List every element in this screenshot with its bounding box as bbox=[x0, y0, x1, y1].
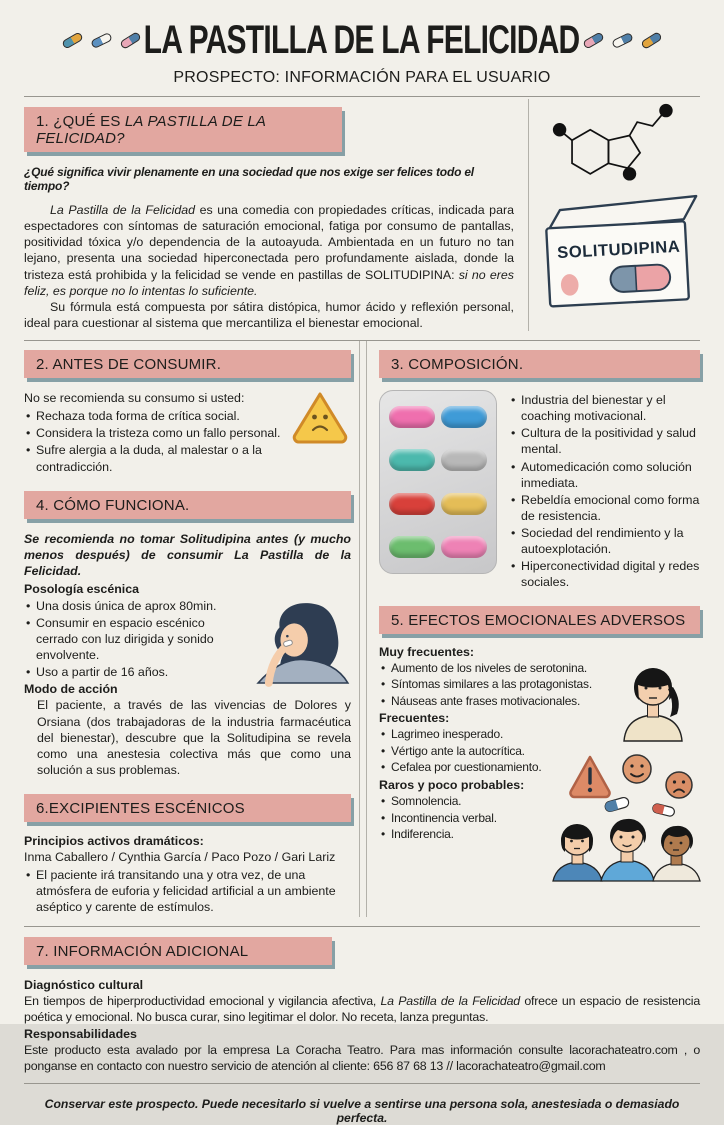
list-item: • Rebeldía emocional como forma de resistencia. bbox=[509, 492, 700, 524]
section-excipientes bbox=[24, 794, 351, 916]
list-item: • Hiperconectividad digital y redes sociales. bbox=[509, 558, 700, 590]
list-item: • Industria del bienestar y el coaching motivacional. bbox=[509, 392, 700, 424]
section4-body: El paciente, a través de las vivencias de Dolores y Orsiana (dos trabajadoras de la industria farmacéutica del bienestar), descubre que la Solitudipina se revela como una anestesia colectiva más que como una solución a sus problemas. bbox=[37, 698, 351, 777]
section4-warning: Se recomienda no tomar Solitudipina antes (y mucho menos después) de consumir La Pastilla de la Felicidad. bbox=[24, 531, 351, 579]
blister-pill bbox=[441, 406, 487, 428]
list-item: • Cultura de la positividad y salud mental. bbox=[509, 425, 700, 457]
person-center bbox=[601, 818, 654, 880]
capsule-pill-icon bbox=[652, 803, 676, 817]
section6-sublabel: Principios activos dramáticos: bbox=[24, 834, 204, 848]
section5-content bbox=[379, 645, 700, 863]
page-subtitle: PROSPECTO: INFORMACIÓN PARA EL USUARIO bbox=[173, 69, 551, 86]
section-antes-de-consumir bbox=[24, 350, 351, 475]
section3-content bbox=[379, 390, 700, 592]
section6-list bbox=[24, 867, 351, 915]
list-item: • Vértigo ante la autocrítica. bbox=[379, 744, 599, 760]
list-item: • Cefalea por cuestionamiento. bbox=[379, 760, 599, 776]
capsule-pill-icon bbox=[62, 31, 85, 49]
list-item: • Sufre alergia a la duda, al malestar o a la contradicción. bbox=[24, 442, 351, 474]
section1-question: ¿Qué significa vivir plenamente en una sociedad que nos exige ser felices todo el tiempo? bbox=[24, 165, 474, 193]
list-item: • Incontinencia verbal. bbox=[379, 811, 599, 827]
group-label: Raros y poco probables: bbox=[379, 778, 525, 793]
list-item: • Náuseas ante frases motivacionales. bbox=[379, 694, 599, 710]
list-item: • Rechaza toda forma de crítica social. bbox=[24, 408, 351, 424]
decorative-pills-left-icons bbox=[58, 36, 145, 45]
group-list bbox=[379, 727, 599, 776]
list-item: • Considera la tristeza como un fallo personal. bbox=[24, 425, 351, 441]
section1-paragraph-2: Su fórmula está compuesta por sátira distópica, humor ácido y reflexión personal, ideal para cuestionar al sistema que mercantiliza el bienestar emocional. bbox=[24, 299, 514, 330]
page-title: LA PASTILLA DE LA FELICIDAD bbox=[144, 18, 580, 62]
blister-pill bbox=[389, 493, 435, 515]
list-item: • Lagrimeo inesperado. bbox=[379, 727, 599, 743]
section-informacion-adicional bbox=[24, 937, 700, 1075]
website-text: lacorachateatro.com bbox=[569, 1042, 678, 1057]
footer-divider bbox=[24, 1083, 700, 1084]
section1-illustration-column bbox=[528, 99, 700, 331]
list-item: • Uso a partir de 16 años. bbox=[24, 664, 351, 680]
blister-pill bbox=[389, 406, 435, 428]
section7-paragraph-1: En tiempos de hiperproductividad emocional y vigilancia afectiva, La Pastilla de la Felicidad ofrece un espacio de resistencia poética y emocional. No busca curar, sino legitimar el dolor. No receta, lanza preguntas. bbox=[24, 993, 701, 1024]
section4-sublabel-modo: Modo de acción bbox=[24, 682, 118, 697]
person-left bbox=[553, 823, 602, 880]
section4-sublabel-posologia: Posología escénica bbox=[24, 581, 140, 596]
serotonin-molecule-icon bbox=[544, 101, 694, 193]
solitudipina-box-illustration bbox=[533, 193, 705, 311]
phone-number: 656 87 68 13 bbox=[373, 1058, 444, 1073]
list-item: • Síntomas similares a las protagonistas. bbox=[379, 677, 599, 693]
mood-icons bbox=[568, 751, 698, 803]
section6-cast: Inma Caballero / Cynthia García / Paco Pozo / Gari Lariz bbox=[24, 850, 336, 864]
two-column-area bbox=[24, 341, 700, 917]
capsule-pill-icon bbox=[640, 31, 663, 50]
email-address: lacorachateatro@gmail.com bbox=[456, 1058, 606, 1073]
section7-sublabel-diagnostico: Diagnóstico cultural bbox=[24, 977, 144, 992]
section5-heading: 5. EFECTOS EMOCIONALES ADVERSOS bbox=[379, 606, 700, 634]
section3-list bbox=[509, 392, 700, 592]
list-item: • Automedicación como solución inmediata. bbox=[509, 459, 700, 491]
section7-heading: 7. INFORMACIÓN ADICIONAL bbox=[24, 937, 332, 965]
happy-face-icon bbox=[623, 755, 651, 783]
list-item: • El paciente irá transitando una y otra vez, de una atmósfera de euforia y felicidad artificial a un ambiente aséptico y carente de estímulos. bbox=[24, 867, 351, 915]
footer-note: Conservar este prospecto. Puede necesitarlo si vuelve a sentirse una persona sola, anestesiada o demasiado perfecta. bbox=[44, 1097, 680, 1125]
title-row bbox=[24, 20, 700, 60]
person-right bbox=[653, 825, 700, 880]
decorative-pills-right-icons bbox=[579, 36, 666, 45]
sad-face-icon bbox=[666, 772, 692, 798]
header bbox=[24, 20, 700, 87]
section7-sublabel-responsabilidades: Responsabilidades bbox=[24, 1026, 137, 1041]
list-item: • Somnolencia. bbox=[379, 794, 599, 810]
capsule-pill-icon bbox=[91, 31, 114, 48]
section6-heading: 6.EXCIPIENTES ESCÉNICOS bbox=[24, 794, 351, 822]
blister-pill bbox=[389, 449, 435, 471]
capsule-pill-icon bbox=[582, 31, 605, 49]
blister-pill bbox=[441, 536, 487, 558]
capsule-pill-icon bbox=[120, 31, 143, 50]
list-item: • Indiferencia. bbox=[379, 827, 599, 843]
right-column bbox=[366, 341, 700, 917]
section4-heading: 4. CÓMO FUNCIONA. bbox=[24, 491, 351, 519]
list-item: • Sociedad del rendimiento y la autoexplotación. bbox=[509, 525, 700, 557]
section3-heading: 3. COMPOSICIÓN. bbox=[379, 350, 700, 378]
section4-list bbox=[24, 598, 351, 681]
blister-pill bbox=[441, 449, 487, 471]
columns-divider bbox=[24, 926, 700, 927]
group-label: Muy frecuentes: bbox=[379, 644, 475, 659]
section7-paragraph-2: Este producto esta avalado por la empresa La Coracha Teatro. Para mas información consulte lacorachateatro.com , o ponganse en contacto con nuestro servicio de atención al cliente: 656 87 68 13 // lacorachateatro@gmail.com bbox=[24, 1042, 701, 1073]
blister-pill bbox=[441, 493, 487, 515]
blister-pack-illustration bbox=[379, 390, 497, 574]
capsule-pill-icon bbox=[611, 31, 634, 48]
blister-pill bbox=[389, 536, 435, 558]
box-brand-label: SOLITUDIPINA bbox=[556, 236, 681, 263]
section1-paragraph-1: La Pastilla de la Felicidad es una comedia con propiedades críticas, indicada para espectadores con síntomas de saturación emocional, fatiga por consumo de pantallas, positividad tóxica y/o dependencia de la autoayuda. Ambientada en un futuro no tan lejano, presenta una sociedad hiperconectada pero profundamente aislada, donde la tristeza está prohibida y la felicidad se vende en pastillas de SOLITUDIPINA: si no eres feliz, es porque no lo intentas lo suficiente. bbox=[24, 203, 514, 298]
group-label: Frecuentes: bbox=[379, 711, 450, 726]
section-que-es bbox=[24, 97, 700, 331]
left-column bbox=[24, 341, 360, 917]
section2-intro: No se recomienda su consumo si usted: bbox=[24, 391, 245, 405]
section2-heading: 2. ANTES DE CONSUMIR. bbox=[24, 350, 351, 378]
list-item: • Aumento de los niveles de serotonina. bbox=[379, 661, 599, 677]
section1-text-column bbox=[24, 99, 528, 331]
people-group-illustration bbox=[552, 801, 700, 881]
footer bbox=[24, 1097, 700, 1125]
woman-portrait-illustration bbox=[616, 657, 690, 741]
list-item: • Una dosis única de aprox 80min. bbox=[24, 598, 351, 614]
list-item: • Consumir en espacio escénico cerrado con luz dirigida y sonido envolvente. bbox=[24, 615, 351, 663]
group-list bbox=[379, 661, 599, 710]
section-composicion bbox=[379, 350, 700, 592]
section1-heading: 1. ¿QUÉ ES LA PASTILLA DE LA FELICIDAD? bbox=[24, 107, 342, 152]
section-efectos-adversos bbox=[379, 606, 700, 863]
section-como-funciona bbox=[24, 491, 351, 778]
